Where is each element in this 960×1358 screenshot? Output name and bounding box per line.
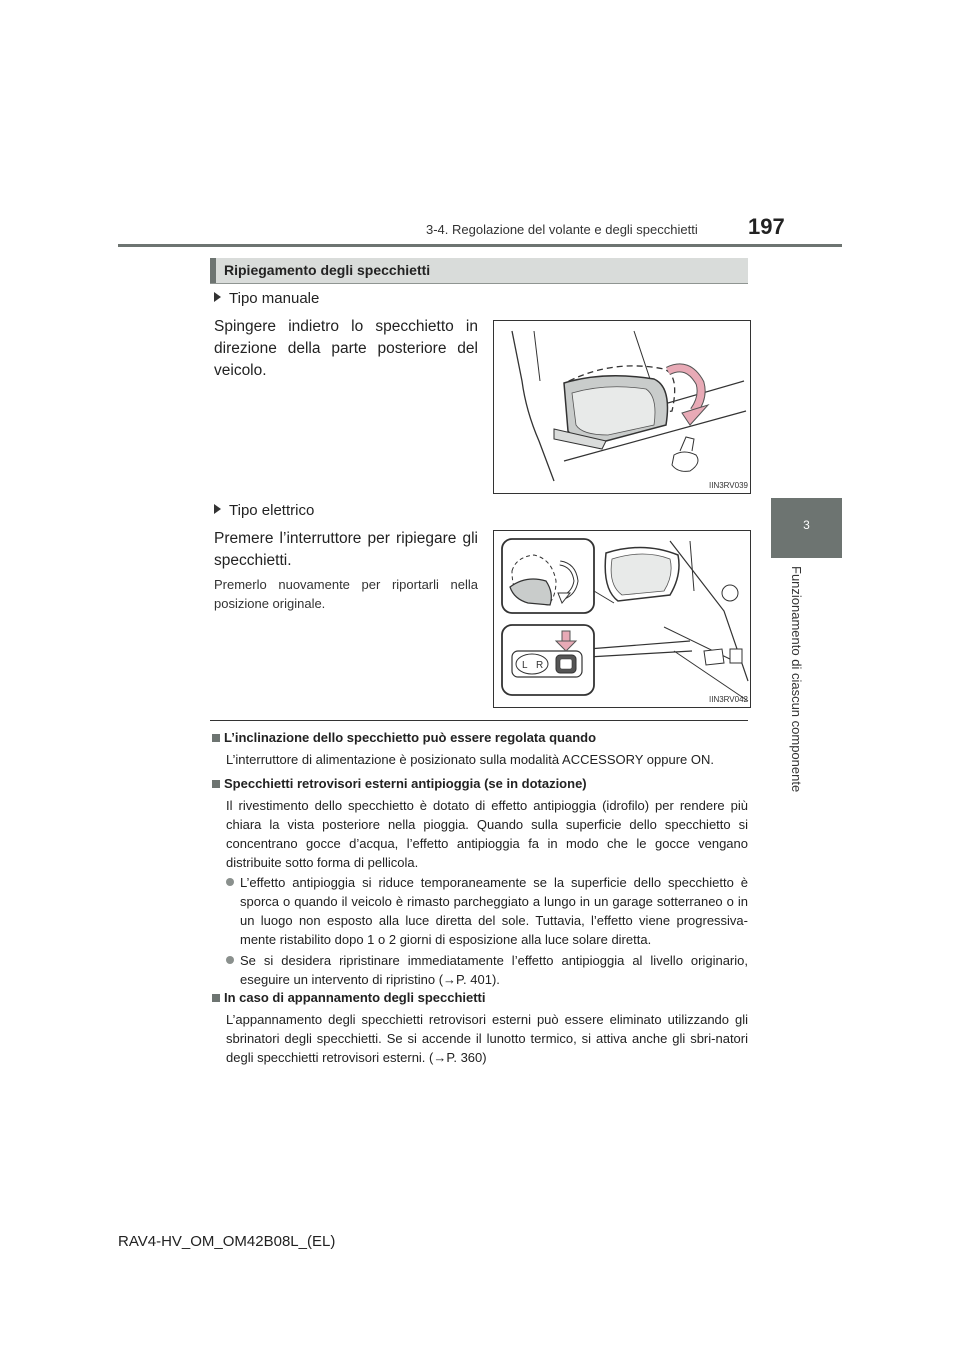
header-section-label: 3-4. Regolazione del volante e degli specchietti: [426, 222, 698, 237]
electric-figure-code: IIN3RV042: [709, 695, 748, 704]
round-bullet-icon: [226, 956, 234, 964]
note-title-tilt: L’inclinazione dello specchietto può essere regolata quando: [212, 730, 596, 745]
electric-heading-text: Tipo elettrico: [229, 502, 315, 519]
note-title-rainrepellent: Specchietti retrovisori esterni antipioggia (se in dotazione): [212, 776, 587, 791]
note-body-tilt: L’interruttore di alimentazione è posizionato sulla modalità ACCESSORY oppure ON.: [226, 752, 715, 767]
square-bullet-icon: [212, 994, 220, 1002]
section-heading: [210, 258, 748, 284]
manual-instruction: Spingere indietro lo specchietto in direzione della parte posteriore del veicolo.: [214, 318, 478, 379]
triangle-bullet-icon: [214, 504, 221, 514]
note-title-fog: In caso di appannamento degli specchietti: [212, 990, 486, 1005]
electric-subtext: Premerlo nuovamente per riportarli nella posizione originale.: [214, 577, 478, 611]
switch-right-label: R: [536, 660, 544, 671]
heading-accent-bar: [210, 258, 216, 283]
triangle-bullet-icon: [214, 292, 221, 302]
manual-figure-code: IIN3RV039: [709, 481, 748, 490]
chapter-title: Funzionamento di ciascun componente: [789, 566, 804, 793]
manual-heading-text: Tipo manuale: [229, 290, 320, 307]
square-bullet-icon: [212, 734, 220, 742]
section-title: Ripiegamento degli specchietti: [224, 262, 431, 278]
manual-mirror-figure: [493, 320, 751, 494]
square-bullet-icon: [212, 780, 220, 788]
note-body-rainrepellent: Il rivestimento dello specchietto è dotato di effetto antipioggia (idrofilo) per rendere più chiara la vista posteriore nella pioggia. Quando sulla superficie dello specchietto si concentrano gocce d’acqua, l’effetto antipioggia fa in modo che le gocce vengano distribuite sotto forma di pellicola.: [226, 798, 748, 870]
header-rule: [118, 244, 842, 247]
manual-mirror-illustration: [494, 321, 750, 493]
electric-heading: [214, 502, 314, 519]
notes-divider: [210, 720, 748, 721]
round-bullet-icon: [226, 878, 234, 886]
switch-left-label: L: [522, 660, 528, 671]
electric-mirror-illustration: [494, 531, 750, 707]
note-body-fog: L’appannamento degli specchietti retrovisori esterni può essere eliminato utilizzando gli sbrinatori degli specchietti. Se si accende il lunotto termico, si attiva anche gli sbri-natori degli specchietti retrovisori esterni. (→P. 360): [226, 1012, 748, 1065]
document-code: RAV4-HV_OM_OM42B08L_(EL): [118, 1233, 336, 1250]
chapter-number: 3: [803, 518, 810, 532]
note-bullet-item: Se si desidera ripristinare immediatamente l’effetto antipioggia al livello originario, eseguire un intervento di ripristino (→P. 401).: [226, 951, 748, 989]
page-number: 197: [748, 214, 785, 239]
note-bullet-item: L’effetto antipioggia si riduce temporaneamente se la superficie dello specchietto è sporca o quando il veicolo è rimasto parcheggiato a lungo in un garage sotterraneo o in un luogo non esposto alla luce diretta del sole. Tuttavia, l’effetto viene progressiva-mente ristabilito dopo 1 o 2 giorni di esposizione alla luce solare diretta.: [226, 873, 748, 949]
electric-mirror-figure: [493, 530, 751, 708]
manual-heading: [214, 290, 319, 307]
electric-instruction: Premere l’interruttore per ripiegare gli specchietti.: [214, 530, 478, 569]
